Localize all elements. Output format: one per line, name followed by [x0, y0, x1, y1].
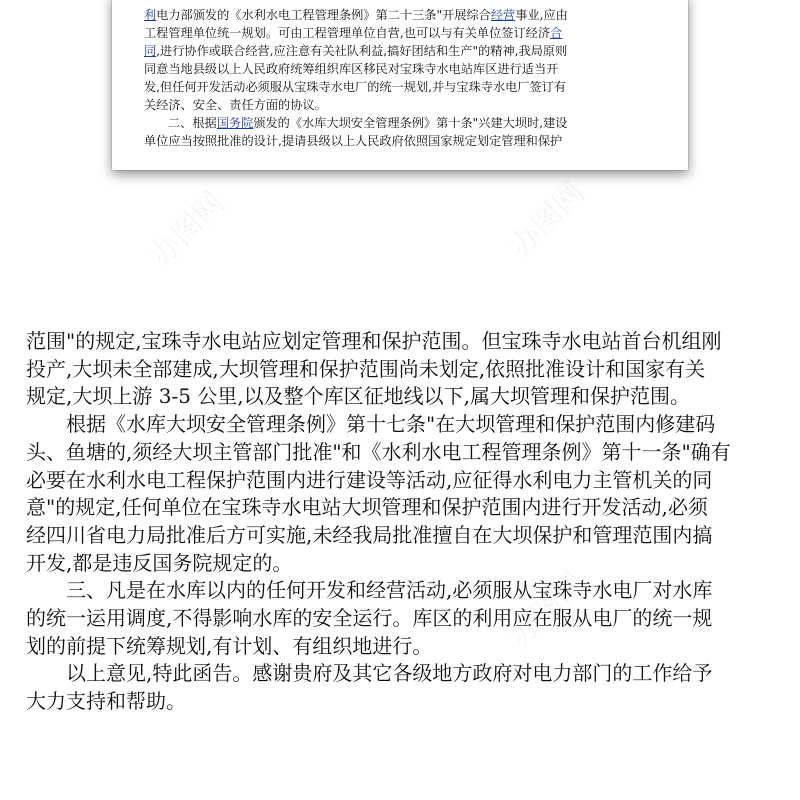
card-line: 同意当地县级以上人民政府统筹组织库区移民对宝珠寺水电站库区进行适当开	[144, 62, 559, 76]
body-line: 的统一运用调度,不得影响水库的安全运行。库区的利用应在服从电厂的统一规	[26, 606, 713, 631]
body-line: 头、鱼塘的,须经大坝主管部门批准"和《水利水电工程管理条例》第十一条"确有	[26, 439, 731, 464]
watermark	[498, 170, 593, 265]
watermark	[138, 180, 233, 275]
card-line: 同,进行协作或联合经营,应注意有关社队利益,搞好团结和生产"的精神,我局原则	[144, 44, 568, 58]
card-link-water[interactable]: 利	[144, 8, 157, 22]
document-preview-card	[112, 0, 688, 170]
card-link-state-council[interactable]: 国务院	[216, 116, 254, 130]
card-line: 二、根据国务院颁发的《水库大坝安全管理条例》第十条"兴建大坝时,建设	[168, 116, 568, 130]
document-body	[26, 328, 786, 716]
card-line: 发,但任何开发活动必须服从宝珠寺水电厂的统一规划,并与宝珠寺水电厂签订有	[144, 80, 567, 94]
body-line: 投产,大坝未全部建成,大坝管理和保护范围尚未划定,依照批准设计和国家有关	[26, 356, 706, 381]
card-line: 利电力部颁发的《水利水电工程管理条例》第二十三条"开展综合经营事业,应由	[144, 8, 568, 22]
body-line: 根据《水库大坝安全管理条例》第十七条"在大坝管理和保护范围内修建码	[66, 412, 716, 437]
card-link-contract[interactable]: 合	[550, 26, 563, 40]
body-line: 以上意见,特此函告。感谢贵府及其它各级地方政府对电力部门的工作给予	[66, 661, 713, 686]
body-line: 规定,大坝上游 3-5 公里,以及整个库区征地线以下,属大坝管理和保护范围。	[26, 384, 690, 409]
card-line: 工程管理单位统一规划。可由工程管理单位自营,也可以与有关单位签订经济合	[144, 26, 563, 40]
body-line: 三、凡是在水库以内的任何开发和经营活动,必须服从宝珠寺水电厂对水库	[66, 578, 713, 603]
body-line: 经四川省电力局批准后方可实施,未经我局批准擅自在大坝保护和管理范围内搞	[26, 522, 713, 547]
body-line: 范围"的规定,宝珠寺水电站应划定管理和保护范围。但宝珠寺水电站首台机组刚	[26, 329, 722, 353]
body-line: 开发,都是违反国务院规定的。	[26, 550, 293, 575]
body-line: 大力支持和帮助。	[26, 689, 186, 714]
card-link-contract-cont[interactable]: 同	[144, 44, 157, 58]
document-preview-text	[144, 0, 664, 150]
body-line: 必要在水利水电工程保护范围内进行建设等活动,应征得水利电力主管机关的同	[26, 467, 713, 492]
card-line: 单位应当按照批准的设计,提请县级以上人民政府依照国家规定划定管理和保护	[144, 134, 563, 148]
card-line: 关经济、安全、责任方面的协议。	[144, 98, 327, 112]
card-link-business[interactable]: 经营	[490, 8, 516, 22]
body-line: 意"的规定,任何单位在宝珠寺水电站大坝管理和保护范围内进行开发活动,必须	[26, 495, 708, 520]
body-line: 划的前提下统筹规划,有计划、有组织地进行。	[26, 633, 433, 658]
